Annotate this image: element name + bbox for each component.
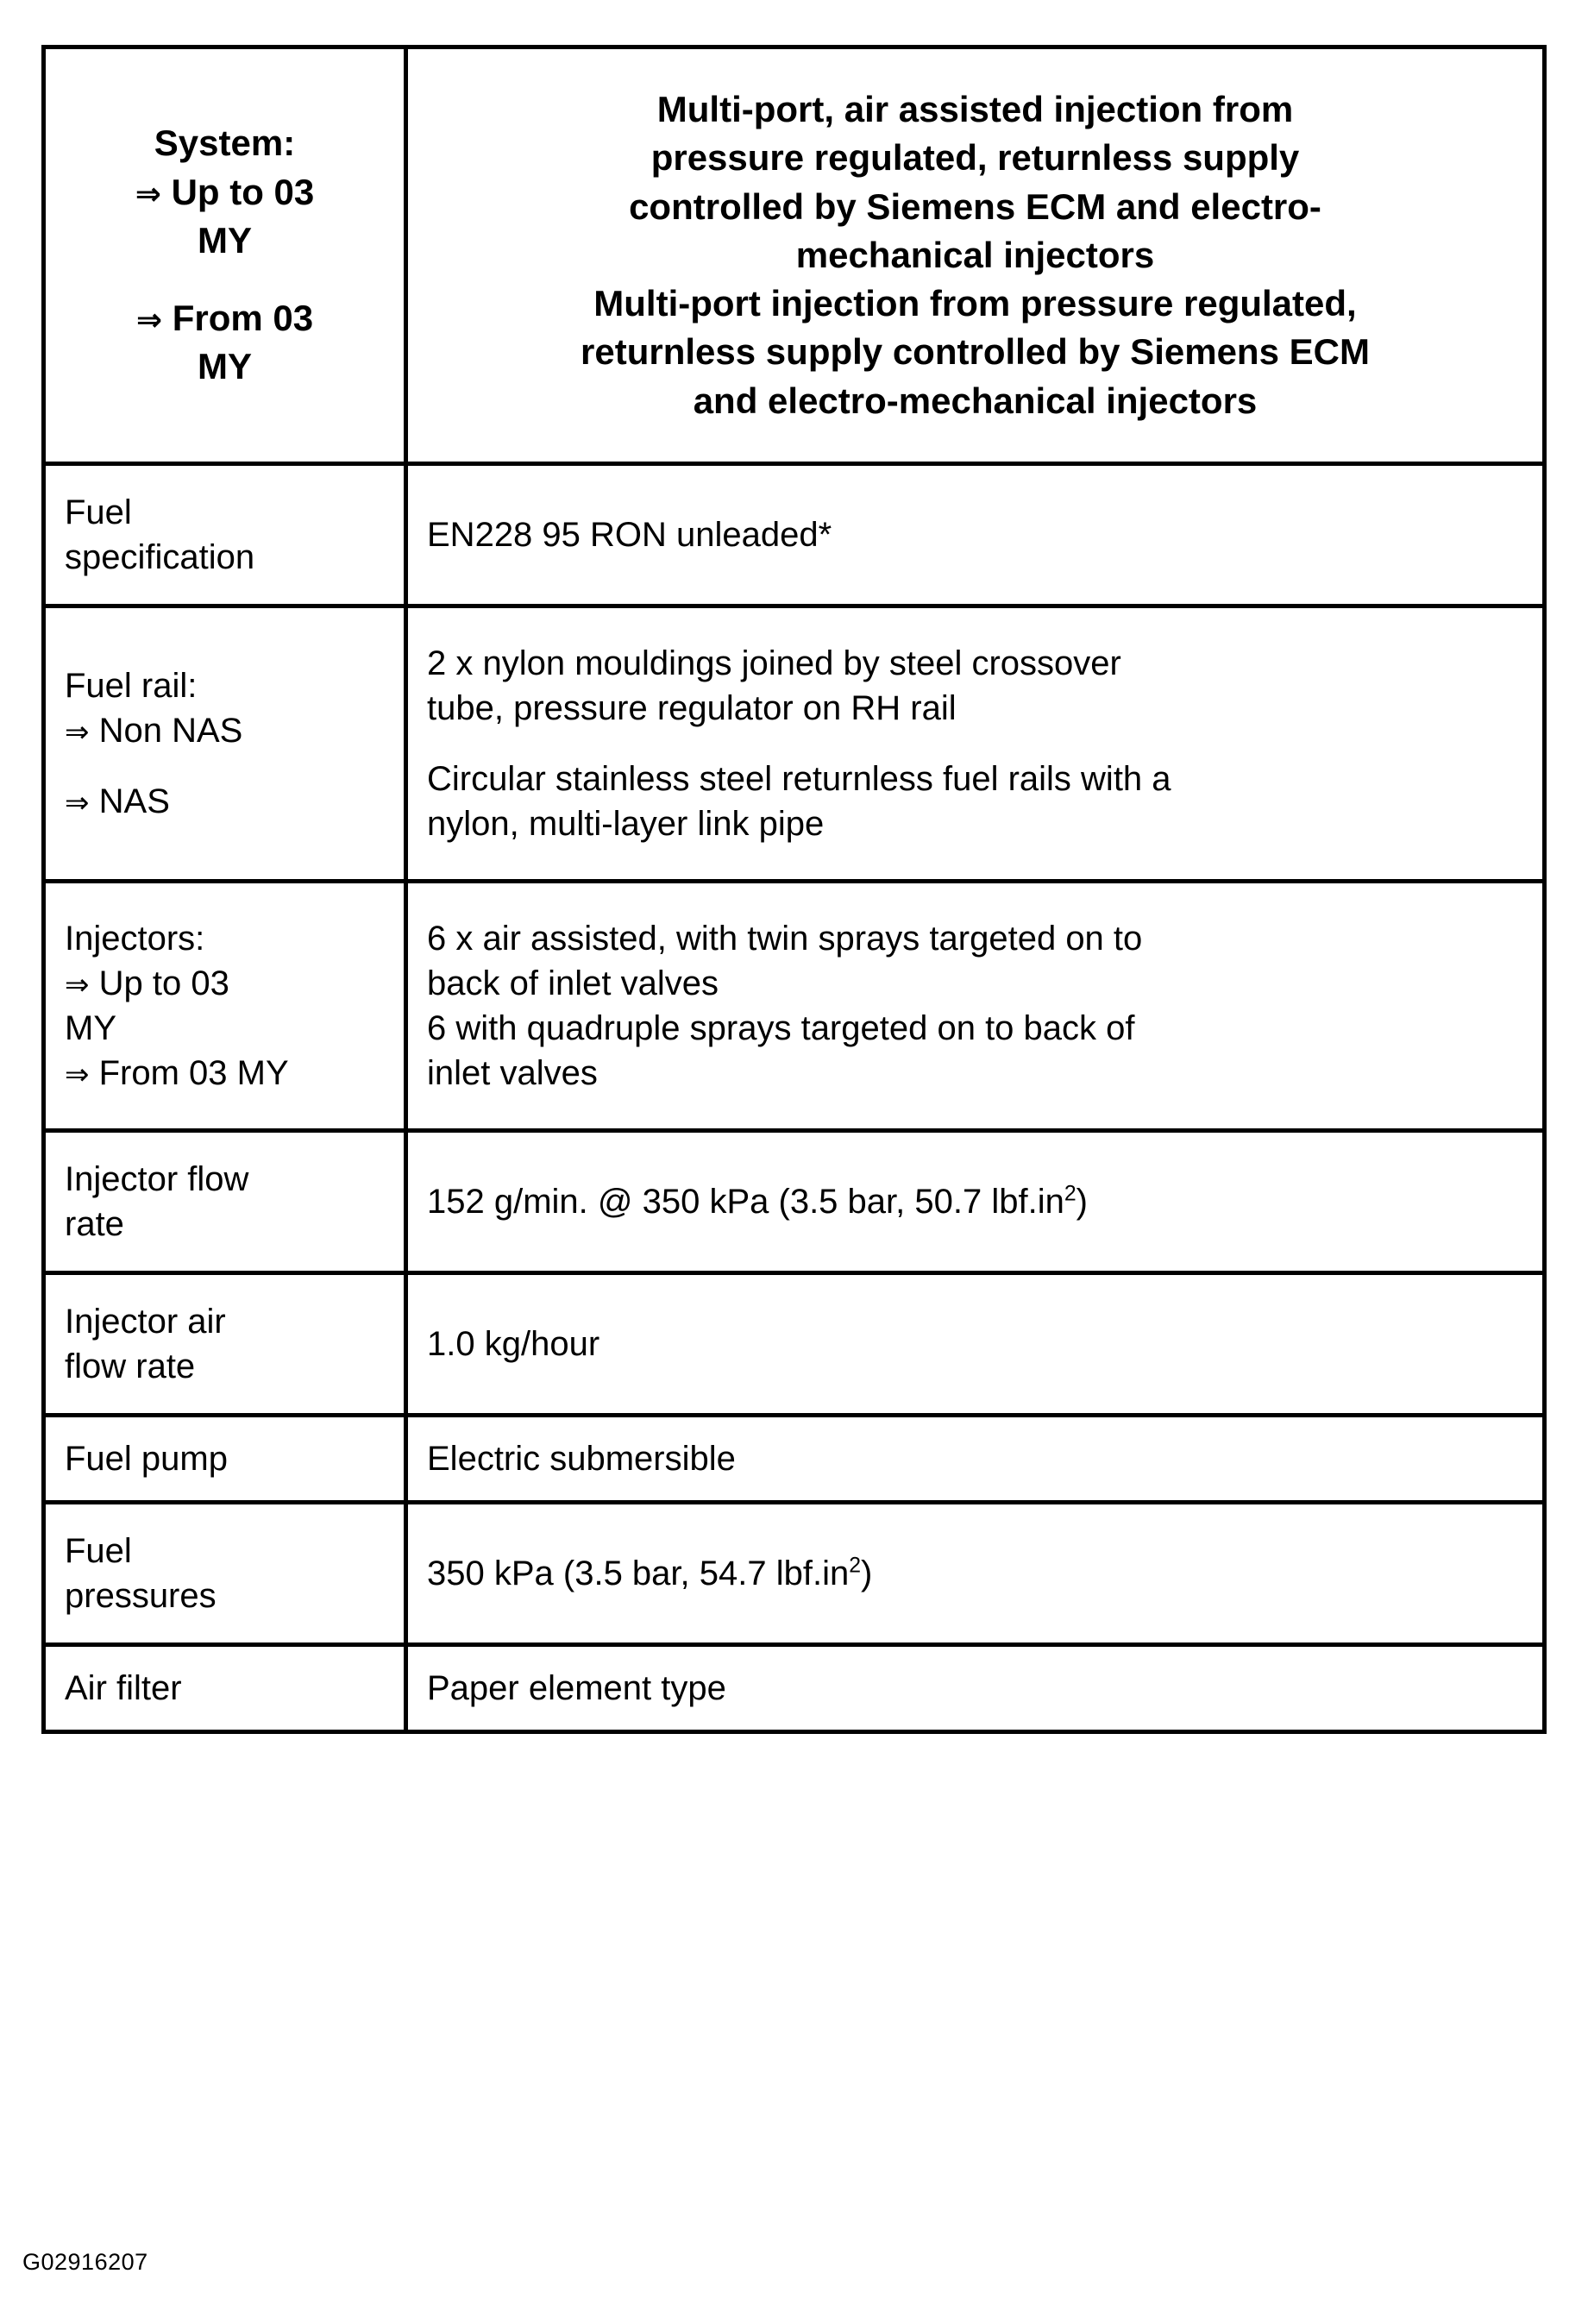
engine-fuel-system-specification-table: [41, 45, 1547, 1734]
table-row-fuel-rail: [44, 606, 1545, 881]
fuel-rail-value-line-4: nylon, multi-layer link pipe: [427, 804, 825, 843]
system-value-line-7: and electro-mechanical injectors: [693, 380, 1258, 421]
fuel-pressures-value: 350 kPa (3.5 bar, 54.7 $lbf.in^2$): [427, 1554, 873, 1592]
injectors-label-line-4-text: From 03 MY: [98, 1053, 289, 1092]
row-value-injector-flow-rate: [406, 1130, 1545, 1272]
fuel-rail-value-line-3: Circular stainless steel returnless fuel rails with a: [427, 759, 1171, 798]
system-value-line-4: mechanical injectors: [795, 234, 1155, 275]
air-filter-label: Air filter: [65, 1668, 182, 1707]
system-label-line-2: ⇒ Up to 03: [135, 171, 315, 212]
system-value-line-3: controlled by Siemens ECM and electro-: [629, 185, 1321, 227]
injector-air-flow-rate-label-line-2: flow rate: [65, 1347, 196, 1385]
row-label-injector-air-flow-rate: [44, 1272, 406, 1415]
injectors-value-line-4: inlet valves: [427, 1053, 598, 1092]
fuel-pump-label: Fuel pump: [65, 1439, 228, 1478]
system-label-line-4-text: From 03: [172, 298, 314, 339]
table-row-fuel-pressures: [44, 1502, 1545, 1644]
row-label-injectors: [44, 881, 406, 1130]
table-row-system: [44, 47, 1545, 464]
row-label-system: [44, 47, 406, 464]
fuel-rail-value-gap: [427, 731, 1523, 757]
system-value-line-6: returnless supply controlled by Siemens ECM: [581, 331, 1370, 373]
injectors-label-line-4: ⇒ From 03 MY: [65, 1053, 289, 1092]
table-row-fuel-specification: [44, 463, 1545, 606]
system-label-gap: [65, 265, 385, 294]
fuel-specification-label-line-1: Fuel: [65, 493, 132, 531]
table-row-injector-flow-rate: [44, 1130, 1545, 1272]
injectors-value-line-2: back of inlet valves: [427, 964, 719, 1002]
row-value-fuel-rail: [406, 606, 1545, 881]
row-label-fuel-rail: [44, 606, 406, 881]
figure-code: G02916207: [22, 2249, 148, 2275]
air-filter-value: Paper element type: [427, 1668, 726, 1707]
system-label-line-3: MY: [198, 219, 252, 261]
fuel-rail-label-line-2-text: Non NAS: [98, 711, 243, 750]
injector-air-flow-rate-value: 1.0 kg/hour: [427, 1324, 600, 1363]
row-value-fuel-specification: [406, 463, 1545, 606]
fuel-rail-label-line-3: ⇒ NAS: [65, 782, 170, 820]
system-value-line-1: Multi-port, air assisted injection from: [656, 89, 1294, 129]
injectors-label-line-3: MY: [65, 1008, 116, 1047]
fuel-rail-label-line-3-text: NAS: [98, 782, 170, 820]
row-label-fuel-pump: [44, 1415, 406, 1502]
fuel-rail-label-line-2: ⇒ Non NAS: [65, 711, 243, 750]
fuel-pump-value: Electric submersible: [427, 1439, 736, 1478]
fuel-rail-label-line-1: Fuel rail:: [65, 666, 198, 705]
system-label-line-1: System:: [154, 122, 296, 164]
row-value-air-filter: [406, 1644, 1545, 1731]
system-value-line-2: pressure regulated, returnless supply: [650, 137, 1300, 179]
row-label-fuel-specification: [44, 463, 406, 606]
injector-flow-rate-value: 152 g/min. @ 350 kPa (3.5 bar, 50.7 $lbf.in^2$): [427, 1182, 1088, 1221]
table-row-injectors: [44, 881, 1545, 1130]
fuel-specification-value-line-1: EN228 95 RON unleaded*: [427, 515, 832, 554]
row-value-injector-air-flow-rate: [406, 1272, 1545, 1415]
system-value-line-5: Multi-port injection from pressure regulated,: [593, 283, 1357, 324]
injectors-label-line-2-text: Up to 03: [98, 964, 229, 1002]
system-label-line-4: ⇒ From 03: [135, 298, 314, 339]
fuel-rail-label-gap: [65, 753, 385, 779]
table-row-injector-air-flow-rate: [44, 1272, 1545, 1415]
row-value-fuel-pump: [406, 1415, 1545, 1502]
injectors-label-line-1: Injectors:: [65, 919, 205, 958]
fuel-rail-value-line-1: 2 x nylon mouldings joined by steel crossover: [427, 644, 1121, 682]
row-label-air-filter: [44, 1644, 406, 1731]
row-label-fuel-pressures: [44, 1502, 406, 1644]
table-row-fuel-pump: [44, 1415, 1545, 1502]
row-value-system: [406, 47, 1545, 464]
fuel-rail-value-line-2: tube, pressure regulator on RH rail: [427, 688, 957, 727]
fuel-pressures-label-line-2: pressures: [65, 1576, 217, 1615]
injectors-value-line-1: 6 x air assisted, with twin sprays targeted on to: [427, 919, 1143, 958]
table-row-air-filter: [44, 1644, 1545, 1731]
row-label-injector-flow-rate: [44, 1130, 406, 1272]
injector-air-flow-rate-label-line-1: Injector air: [65, 1302, 226, 1341]
system-label-line-2-text: Up to 03: [171, 171, 315, 212]
fuel-pressures-label-line-1: Fuel: [65, 1531, 132, 1570]
row-value-fuel-pressures: [406, 1502, 1545, 1644]
system-label-line-5: MY: [198, 346, 252, 387]
injector-flow-rate-label-line-2: rate: [65, 1204, 124, 1243]
injectors-value-line-3: 6 with quadruple sprays targeted on to back of: [427, 1008, 1135, 1047]
injectors-label-line-2: ⇒ Up to 03: [65, 964, 229, 1002]
fuel-specification-label-line-2: specification: [65, 537, 255, 576]
injector-flow-rate-label-line-1: Injector flow: [65, 1159, 249, 1198]
row-value-injectors: [406, 881, 1545, 1130]
